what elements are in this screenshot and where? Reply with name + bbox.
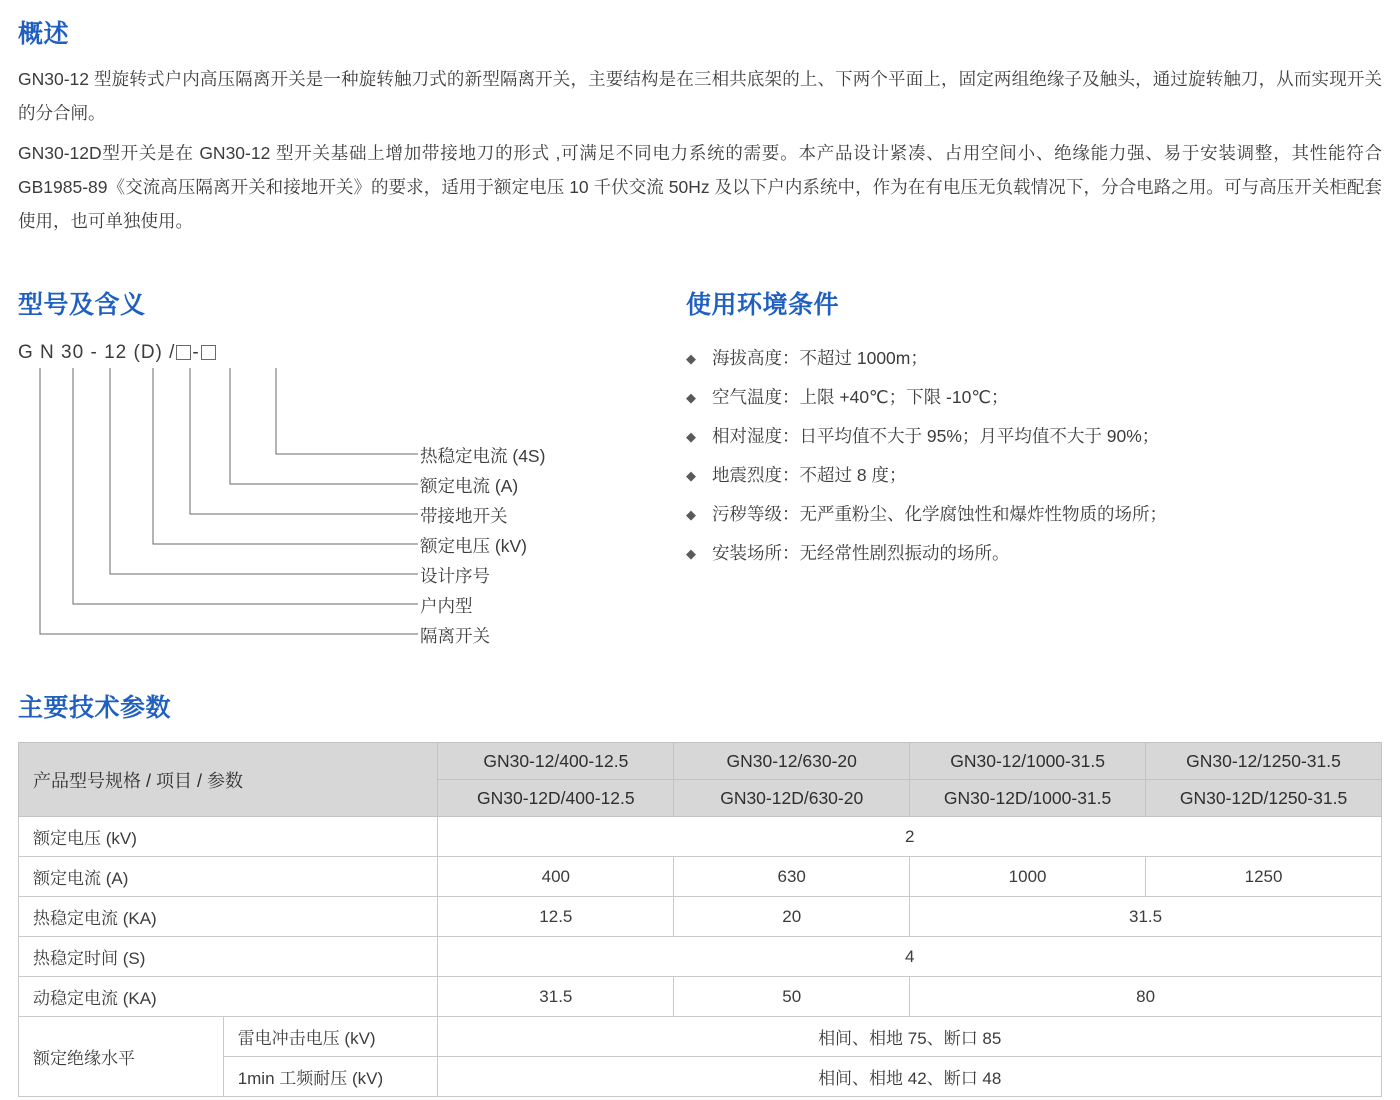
cell-dynamic-current-2: 50 — [674, 977, 910, 1017]
row-label-power-frequency: 1min 工频耐压 (kV) — [223, 1057, 438, 1097]
env-item-text-2: 相对湿度：日平均值不大于 95%；月平均值不大于 90%； — [712, 426, 1160, 446]
cell-thermal-time-all: 4 — [438, 937, 1382, 977]
table-row — [19, 1017, 1382, 1057]
row-label-thermal-time: 热稳定时间 (S) — [19, 937, 438, 977]
environment-condition-list — [686, 342, 1376, 576]
model-code-box-1 — [176, 345, 191, 360]
diamond-bullet-icon: ◆ — [686, 546, 696, 561]
table-corner-label: 产品型号规格 / 项目 / 参数 — [19, 743, 438, 817]
table-row — [19, 937, 1382, 977]
row-label-dynamic-current: 动稳定电流 (KA) — [19, 977, 438, 1017]
list-item — [686, 381, 1376, 414]
env-item-text-5: 安装场所：无经常性剧烈振动的场所。 — [712, 543, 1010, 563]
diamond-bullet-icon: ◆ — [686, 507, 696, 522]
list-item — [686, 498, 1376, 531]
model-label-6: 隔离开关 — [420, 626, 490, 646]
model-code-string — [18, 342, 638, 364]
diamond-bullet-icon: ◆ — [686, 390, 696, 405]
table-col-header-2b: GN30-12D/630-20 — [674, 780, 910, 817]
cell-rated-current-2: 630 — [674, 857, 910, 897]
parameters-table — [18, 742, 1382, 1097]
row-label-rated-voltage: 额定电压 (kV) — [19, 817, 438, 857]
model-label-5: 户内型 — [420, 596, 473, 616]
table-row — [19, 1057, 1382, 1097]
table-col-header-1a: GN30-12/400-12.5 — [438, 743, 674, 780]
cell-rated-current-1: 400 — [438, 857, 674, 897]
table-row — [19, 977, 1382, 1017]
parameters-table-wrapper — [18, 742, 1382, 1097]
table-row — [19, 857, 1382, 897]
diamond-bullet-icon: ◆ — [686, 429, 696, 444]
table-col-header-3b: GN30-12D/1000-31.5 — [910, 780, 1146, 817]
model-label-0: 热稳定电流 (4S) — [420, 446, 546, 466]
cell-thermal-current-2: 20 — [674, 897, 910, 937]
model-code-text: G N 30 - 12 (D) / — [18, 342, 176, 363]
model-label-3: 额定电压 (kV) — [420, 536, 527, 556]
list-item — [686, 342, 1376, 375]
model-code-box-2 — [201, 345, 216, 360]
table-col-header-1b: GN30-12D/400-12.5 — [438, 780, 674, 817]
env-item-text-4: 污秽等级：无严重粉尘、化学腐蚀性和爆炸性物质的场所； — [712, 504, 1167, 524]
row-label-rated-current: 额定电流 (A) — [19, 857, 438, 897]
section-title-overview: 概述 — [18, 20, 70, 48]
overview-paragraph-1: GN30-12 型旋转式户内高压隔离开关是一种旋转触刀式的新型隔离开关，主要结构是在三相共底架的上、下两个平面上，固定两组绝缘子及触头，通过旋转触刀，从而实现开关的分合闸。 — [18, 69, 1382, 123]
cell-thermal-current-1: 12.5 — [438, 897, 674, 937]
section-title-model: 型号及含义 — [18, 291, 146, 319]
cell-thermal-current-3: 31.5 — [910, 897, 1382, 937]
table-row — [19, 817, 1382, 857]
cell-power-frequency-value: 相间、相地 42、断口 48 — [438, 1057, 1382, 1097]
diamond-bullet-icon: ◆ — [686, 351, 696, 366]
section-title-parameters: 主要技术参数 — [18, 694, 172, 722]
table-row — [19, 897, 1382, 937]
model-label-4: 设计序号 — [420, 566, 490, 586]
table-col-header-4b: GN30-12D/1250-31.5 — [1146, 780, 1382, 817]
env-item-text-1: 空气温度：上限 +40℃；下限 -10℃； — [712, 387, 1009, 407]
cell-lightning-impulse-value: 相间、相地 75、断口 85 — [438, 1017, 1382, 1057]
env-item-text-0: 海拔高度：不超过 1000m； — [712, 348, 928, 368]
list-item — [686, 459, 1376, 492]
env-item-text-3: 地震烈度：不超过 8 度； — [712, 465, 907, 485]
row-label-insulation-level: 额定绝缘水平 — [19, 1017, 224, 1097]
model-label-group — [18, 366, 638, 646]
diamond-bullet-icon: ◆ — [686, 468, 696, 483]
model-label-2: 带接地开关 — [420, 506, 508, 526]
cell-rated-current-3: 1000 — [910, 857, 1146, 897]
cell-rated-current-4: 1250 — [1146, 857, 1382, 897]
list-item — [686, 420, 1376, 453]
model-label-1: 额定电流 (A) — [420, 476, 519, 496]
overview-text-block — [18, 62, 1382, 244]
cell-dynamic-current-3: 80 — [910, 977, 1382, 1017]
table-col-header-4a: GN30-12/1250-31.5 — [1146, 743, 1382, 780]
table-col-header-2a: GN30-12/630-20 — [674, 743, 910, 780]
table-col-header-3a: GN30-12/1000-31.5 — [910, 743, 1146, 780]
section-title-environment: 使用环境条件 — [686, 291, 840, 319]
cell-rated-voltage-all: 2 — [438, 817, 1382, 857]
list-item — [686, 537, 1376, 570]
overview-paragraph-2: GN30-12D型开关是在 GN30-12 型开关基础上增加带接地刀的形式 ,可满足不同电力系统的需要。本产品设计紧凑、占用空间小、绝缘能力强、易于安装调整，其性能符合 GB1985-89《交流高压隔离开关和接地开关》的要求，适用于额定电压 10 千伏交流 50Hz 及以下户内系统中，作为在有电压无负载情况下，分合电路之用。可与高压开关柜配套使用，也可单独使用。 — [18, 143, 1382, 231]
cell-dynamic-current-1: 31.5 — [438, 977, 674, 1017]
table-header-row-1 — [19, 743, 1382, 780]
row-label-thermal-current: 热稳定电流 (KA) — [19, 897, 438, 937]
model-code-dash: - — [192, 342, 200, 363]
model-designation-diagram — [18, 342, 638, 646]
row-label-lightning-impulse: 雷电冲击电压 (kV) — [223, 1017, 438, 1057]
